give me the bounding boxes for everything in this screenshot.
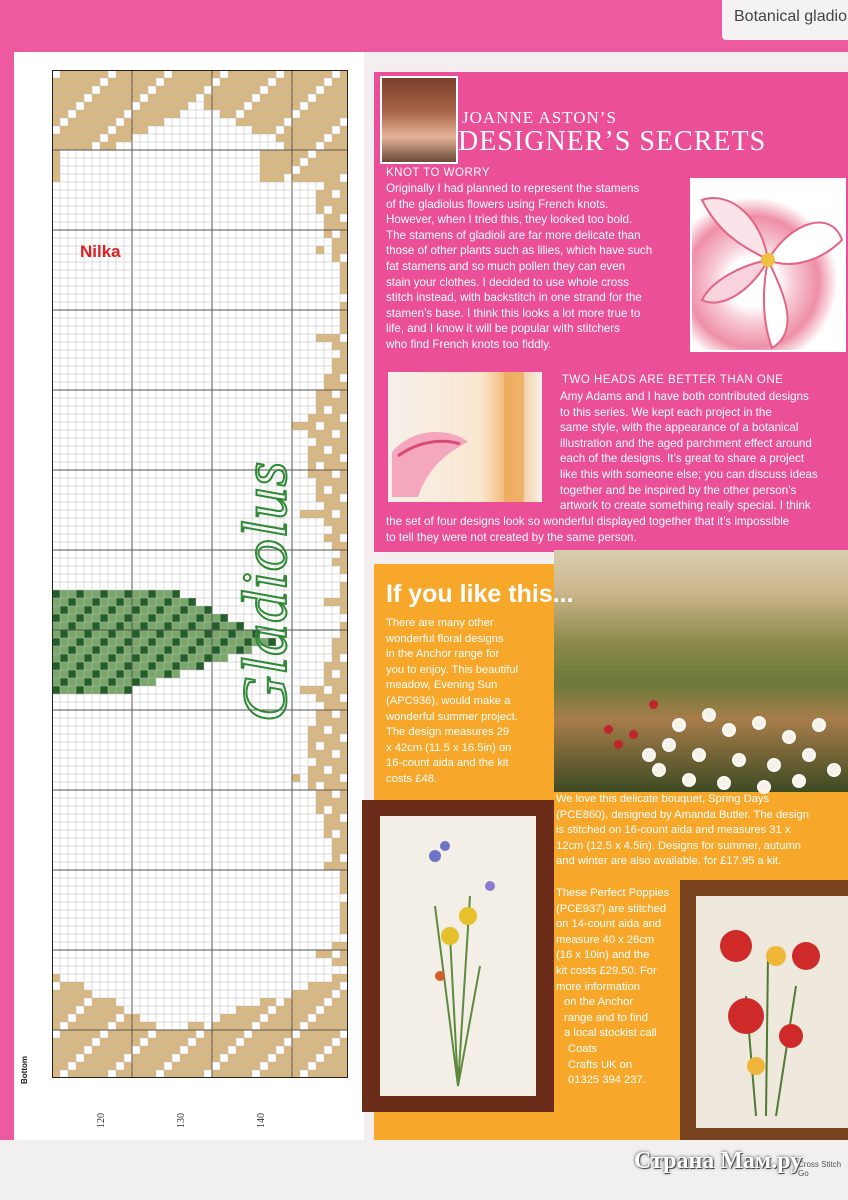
body-line: Originally I had planned to represent the stamens: [386, 182, 640, 195]
body-line: and winter are also available, for £17.95 a kit.: [556, 855, 782, 868]
body-line: on the Anchor: [564, 996, 634, 1009]
body-line: is stitched on 16-count aida and measures 31 x: [556, 824, 791, 837]
body-line: those of other plants such as lilies, which have such: [386, 244, 653, 258]
gladiolus-stitch-photo: [690, 178, 846, 352]
body-line: life, and I know it will be popular with stitchers: [386, 322, 620, 336]
body-line: (APC936), would make a: [386, 694, 511, 707]
body-line: Crafts UK on: [568, 1058, 633, 1071]
body-line: together and be inspired by the other person’s: [560, 483, 797, 497]
promo-paragraph-evening-sun: [386, 616, 518, 788]
body-line: you to enjoy. This beautiful: [386, 663, 519, 676]
daisy-mark: [769, 760, 779, 770]
chart-bottom-label: Bottom: [20, 1056, 29, 1084]
body-line: illustration and the aged parchment effect around: [560, 436, 812, 450]
daisy-mark: [694, 750, 704, 760]
designer-secrets-title: DESIGNER’S SECRETS: [458, 126, 767, 157]
body-line: 12cm (12.5 x 4.5in). Designs for summer, autumn: [556, 839, 801, 852]
body-line: same style, with the appearance of a botanical: [560, 421, 799, 435]
promo-paragraph-perfect-poppies: [556, 886, 669, 1089]
daisy-mark: [754, 718, 764, 728]
body-line: x 42cm (11.5 x 16.5in) on: [386, 741, 512, 754]
body-line: range and to find: [564, 1011, 648, 1024]
perfect-poppies-mat: [696, 896, 848, 1128]
body-line: However, when I tried this, they looked too bold.: [386, 213, 633, 227]
daisy-mark: [804, 750, 814, 760]
daisy-mark: [664, 740, 674, 750]
body-line: stain your clothes. I decided to use whole cross: [386, 275, 629, 289]
body-line: stitch instead, with backstitch in one strand for the: [386, 291, 642, 305]
body-line: to this series. We kept each project in the: [560, 405, 772, 419]
promo-heading: If you like this...: [386, 580, 574, 608]
body-line: The design measures 29: [386, 726, 510, 739]
designer-photo: [380, 76, 458, 164]
body-line: measure 40 x 26cm: [556, 933, 655, 946]
body-line: stamen’s base. I think this looks a lot more true to: [386, 306, 641, 320]
daisy-mark: [674, 720, 684, 730]
site-watermark: Страна Мам.ру: [634, 1148, 803, 1174]
body-line: who find French knots too fiddly.: [386, 337, 552, 351]
daisy-mark: [829, 765, 839, 775]
body-line: wonderful floral designs: [386, 632, 504, 645]
body-line: wonderful summer project.: [386, 710, 518, 723]
promo-paragraph-spring-days: [556, 792, 809, 870]
body-line: costs £48.: [386, 772, 437, 785]
row-number: 140: [256, 1113, 267, 1128]
body-line: 01325 394 237.: [568, 1074, 646, 1087]
daisy-mark: [759, 782, 769, 792]
pink-page-border-top: [0, 0, 848, 52]
evening-sun-meadow-photo: [554, 550, 848, 792]
spring-days-mat: [380, 816, 536, 1096]
footer-credit: Cross Stitch Go: [798, 1160, 842, 1178]
row-number: 130: [176, 1113, 187, 1128]
body-line: These Perfect Poppies: [556, 887, 670, 899]
body-line: There are many other: [386, 617, 494, 629]
body-line: Amy Adams and I have both contributed designs: [560, 390, 809, 403]
poppy-mark: [649, 700, 658, 709]
running-header: Botanical gladio: [734, 8, 847, 25]
body-line: to tell they were not created by the same person.: [386, 530, 637, 544]
body-line: 16-count aida and the kit: [386, 757, 509, 770]
body-line: in the Anchor range for: [386, 648, 500, 661]
body-line: a local stockist call: [564, 1027, 657, 1040]
cross-stitch-chart: [52, 70, 348, 1078]
body-line: kit costs £29.50. For: [556, 964, 657, 977]
row-number: 120: [96, 1113, 107, 1128]
daisy-mark: [644, 750, 654, 760]
section-heading-knot: KNOT TO WORRY: [386, 167, 491, 179]
section-body-two-heads: [560, 389, 818, 514]
designer-name: JOANNE ASTON’S: [462, 108, 617, 127]
daisy-mark: [794, 776, 804, 786]
body-line: (PCE937) are stitched: [556, 902, 667, 915]
body-line: The stamens of gladioli are far more delicate than: [386, 228, 641, 242]
daisy-mark: [734, 755, 744, 765]
poppy-mark: [614, 740, 623, 749]
section-body-knot: [386, 181, 652, 353]
body-line: of the gladiolus flowers using French knots.: [386, 197, 609, 211]
body-line: (PCE860), designed by Amanda Butler. The design: [556, 808, 809, 821]
section-body-two-heads-cont: [386, 514, 789, 545]
daisy-mark: [724, 725, 734, 735]
body-line: each of the designs. It’s great to share a project: [560, 452, 805, 466]
daisy-mark: [684, 775, 694, 785]
body-line: meadow, Evening Sun: [386, 679, 498, 692]
body-line: (16 x 10in) and the: [556, 949, 650, 962]
body-line: like this with someone else; you can discuss ideas: [560, 467, 818, 481]
body-line: on 14-count aida and: [556, 918, 662, 931]
body-line: fat stamens and so much pollen they can even: [386, 259, 626, 273]
poppy-mark: [604, 725, 613, 734]
chart-title-word: Gladiolus: [229, 460, 300, 722]
daisy-mark: [719, 778, 729, 788]
section-heading-two-heads: TWO HEADS ARE BETTER THAN ONE: [562, 374, 784, 386]
body-line: the set of four designs look so wonderful displayed together that it’s impossible: [386, 515, 790, 528]
body-line: more information: [556, 980, 640, 993]
daisy-mark: [814, 720, 824, 730]
daisy-mark: [784, 732, 794, 742]
poppy-mark: [629, 730, 638, 739]
daisy-mark: [704, 710, 714, 720]
body-line: artwork to create something really special. I think: [560, 499, 811, 513]
watermark-name: Nilka: [80, 242, 121, 261]
pink-page-border-left: [0, 0, 14, 1200]
body-line: Coats: [568, 1042, 598, 1055]
lily-stitch-closeup-photo: [388, 372, 542, 502]
body-line: We love this delicate bouquet, Spring Days: [556, 793, 770, 805]
daisy-mark: [654, 765, 664, 775]
